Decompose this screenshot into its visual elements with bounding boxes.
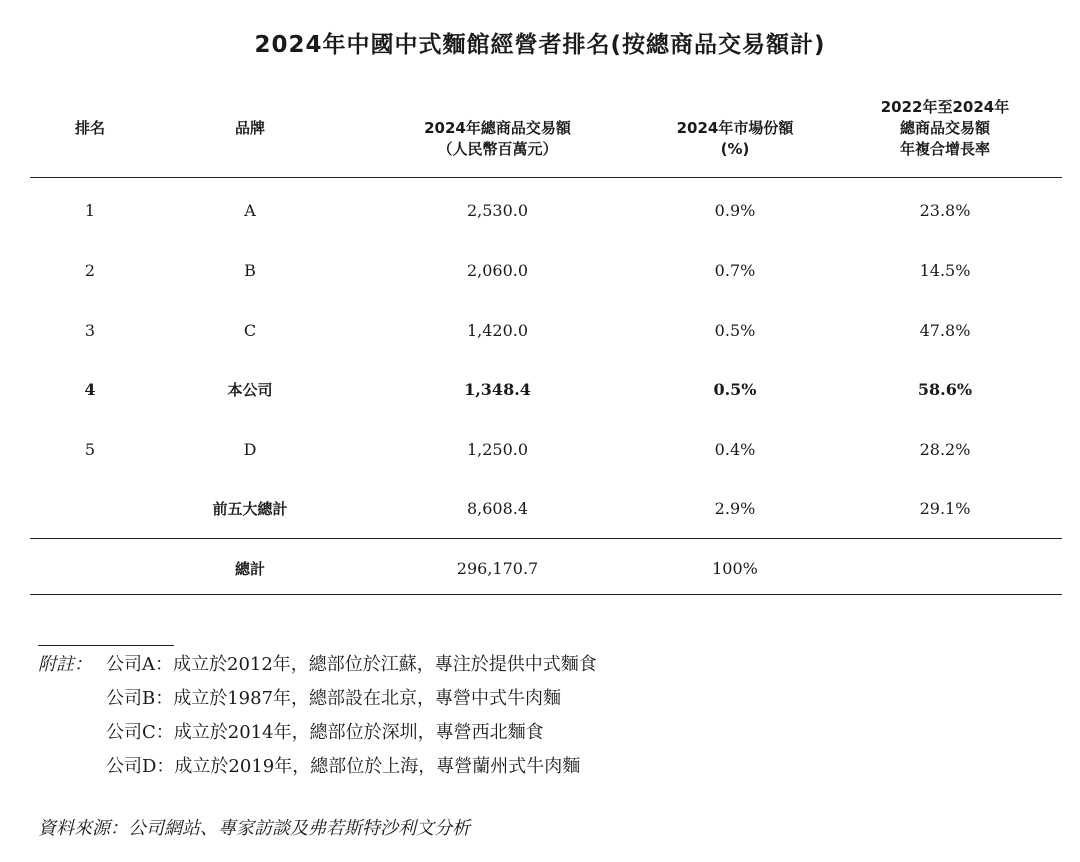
gmv-cell: 8,608.4 [466,499,529,518]
table-row-company [0,378,1080,402]
share-cell: 0.4% [714,440,756,459]
rank-cell: 5 [84,440,96,459]
footnote-line [38,716,1038,750]
cagr-cell: 47.8% [919,321,971,340]
table-top-rule [30,177,1062,178]
gmv-cell: 2,530.0 [466,201,529,220]
brand-cell: D [243,440,257,459]
table-row [0,438,1080,462]
header-brand: 品牌 [234,119,265,137]
total-label: 總計 [234,560,265,578]
cagr-cell: 28.2% [919,440,971,459]
cagr-cell: 23.8% [919,201,971,220]
cagr-cell: 14.5% [919,261,971,280]
footnote-line [38,648,1038,682]
table-total-rule [30,538,1062,539]
rank-cell: 1 [84,201,96,220]
footnote-text: 公司D：成立於2019年，總部位於上海，專營蘭州式牛肉麵 [106,756,581,777]
table-row-grand-total [0,557,1080,581]
rank-cell: 3 [84,321,96,340]
rank-cell: 4 [84,380,96,399]
source-note: 資料來源：公司網站、專家訪談及弗若斯特沙利文分析 [38,818,470,839]
share-cell: 0.7% [714,261,756,280]
cagr-cell: 29.1% [919,499,971,518]
table-row [0,199,1080,223]
brand-cell: C [243,321,257,340]
share-cell: 0.5% [713,380,757,399]
footnote-rule [38,645,174,646]
table-row [0,319,1080,343]
header-rank: 排名 [74,119,105,137]
share-cell: 100% [712,559,758,578]
table-row-top5-total [0,497,1080,521]
footnote-text: 公司B：成立於1987年，總部設在北京，專營中式牛肉麵 [106,688,562,709]
gmv-cell: 1,250.0 [466,440,529,459]
footnote-label: 附註： [38,654,92,675]
share-cell: 0.5% [714,321,756,340]
footnotes [38,648,1038,784]
gmv-cell: 2,060.0 [466,261,529,280]
footnote-line [38,682,1038,716]
cagr-cell: 58.6% [917,380,973,399]
table-row [0,259,1080,283]
header-cagr: 2022年至2024年 總商品交易額 年複合增長率 [880,98,1010,158]
page-title: 2024年中國中式麵館經營者排名(按總商品交易額計) [254,32,826,58]
brand-cell: 本公司 [227,381,273,399]
table-bottom-rule [30,594,1062,595]
gmv-cell: 1,348.4 [464,380,531,399]
rank-cell: 2 [84,261,96,280]
share-cell: 2.9% [714,499,756,518]
header-market-share: 2024年市場份額 (%) [676,119,794,158]
header-gmv: 2024年總商品交易額 （人民幣百萬元） [424,119,571,158]
gmv-cell: 1,420.0 [466,321,529,340]
gmv-cell: 296,170.7 [456,559,539,578]
share-cell: 0.9% [714,201,756,220]
brand-cell: A [244,201,256,220]
footnote-text: 公司C：成立於2014年，總部位於深圳，專營西北麵食 [106,722,544,743]
footnote-text: 公司A：成立於2012年，總部位於江蘇，專注於提供中式麵食 [106,654,597,675]
top5-label: 前五大總計 [212,500,288,518]
footnote-line [38,750,1038,784]
brand-cell: B [244,261,256,280]
